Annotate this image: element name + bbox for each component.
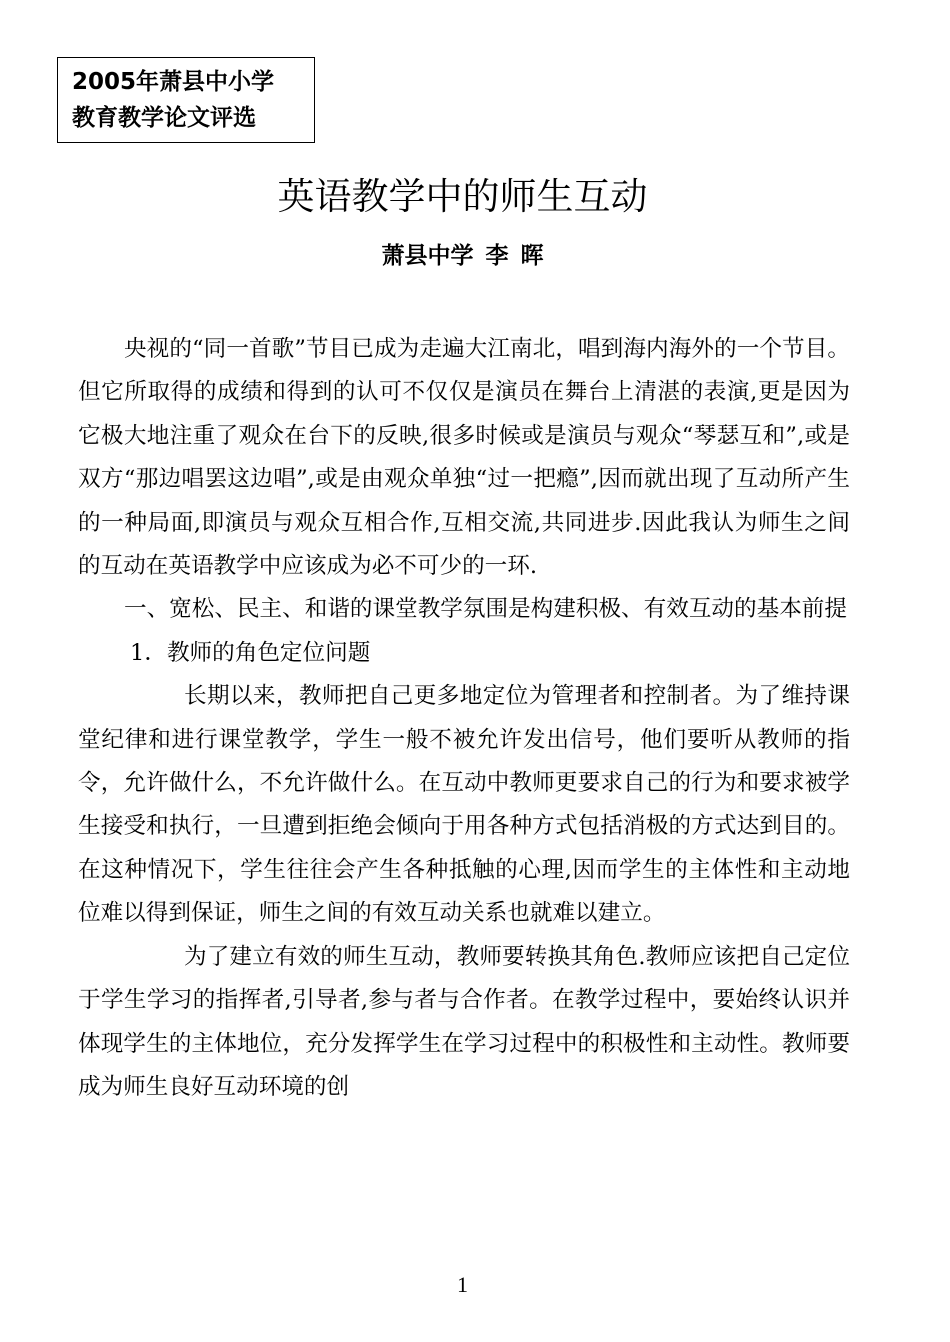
subsection-heading-1: 1．教师的角色定位问题 [130,639,371,666]
body-paragraph-role: 长期以来，教师把自己更多地定位为管理者和控制者。为了维持课堂纪律和进行课堂教学，学生一般不被允许发出信号，他们要听从教师的指令，允许做什么，不允许做什么。在互动中教师更要求自己的行为和要求被学生接受和执行，一旦遭到拒绝会倾向于用各种方式包括消极的方式达到目的。在这种情况下，学生往往会产生各种抵触的心理,因而学生的主体性和主动地位难以得到保证，师生之间的有效互动关系也就难以建立。 [78,683,850,927]
page-number: 1 [457,1272,468,1297]
contest-badge [57,57,315,143]
intro-paragraph: 央视的“同一首歌”节目已成为走遍大江南北，唱到海内海外的一个节目。但它所取得的成绩和得到的认可不仅仅是演员在舞台上清湛的表演,更是因为它极大地注重了观众在台下的反映,很多时候或是演员与观众“琴瑟互和”,或是双方“那边唱罢这边唱”,或是由观众单独“过一把瘾”,因而就出现了互动所产生的一种局面,即演员与观众互相合作,互相交流,共同进步.因此我认为师生之间的互动在英语教学中应该成为必不可少的一环. [78,336,850,580]
section-heading-1: 一、宽松、民主、和谐的课堂教学氛围是构建积极、有效互动的基本前提 [124,596,847,623]
document-title: 英语教学中的师生互动 [277,175,648,218]
badge-line-2: 教育教学论文评选 [72,105,256,131]
badge-line-1: 2005年萧县中小学 [72,69,275,95]
author-byline: 萧县中学 李 晖 [381,243,544,269]
document-body [78,328,850,1109]
body-paragraph-interaction: 为了建立有效的师生互动，教师要转换其角色.教师应该把自己定位于学生学习的指挥者,引导者,参与者与合作者。在教学过程中，要始终认识并体现学生的主体地位，充分发挥学生在学习过程中的积极性和主动性。教师要成为师生良好互动环境的创 [78,943,850,1100]
